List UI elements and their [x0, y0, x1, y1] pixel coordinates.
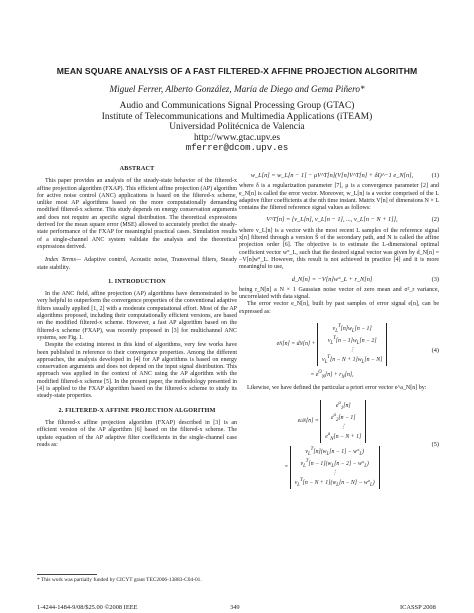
footnote-rule — [37, 574, 97, 575]
equation-1-body: w_L[n] = w_L[n − 1] − μV^T[n](V[n]V^T[n] + δI)^−1 e_N[n], — [250, 172, 414, 179]
left-column — [37, 158, 237, 449]
abstract-heading: ABSTRACT — [119, 166, 155, 172]
equation-4-number: (4) — [431, 347, 439, 355]
equation-2-body: V^T[n] = [v_L[n], v_L[n − 1], ..., v_L[n − N + 1]], — [266, 216, 398, 224]
abstract-text: This paper provides an analysis of the steady-state behavior of the filtered-x affine projection algorithm (FXAP). This efficient affine projection (AP) algorithm for active noise control (ANC) applications is based on the filtered-x scheme, unlike most AP algorithms based on the more computationally demanding modified filtered-x scheme. This study depends on energy conservation arguments and does not require an specific signal distribution. The theoretical expressions derived for the mean square error (MSE) allowed to accurately predict the steady-state performance of the FXAP for meaningful practical cases. Simulation results of a single-channel ANC system validate the analysis and the theoretical expressions derived. — [37, 178, 237, 250]
footer-conference: ICASSP 2008 — [400, 604, 436, 611]
right-paragraph-2: where v_L[n] is a vector with the most recent L samples of the reference signal x[n] filtered through a version Ŝ of the secondary path, and N is called the affine projection order [6]. The objective is to estimate the L-dimensional optimal coefficient vector w°_L, such that the desired signal vector was given by d_N[n] = −V[n]w°_L. However, this result is not achieved in practice [4] and it is more meaningful to use, — [239, 227, 439, 271]
index-terms-text: Adaptive control, Acoustic noise, Transversal filters, Steady state stability. — [37, 257, 237, 271]
index-terms-label: Index Terms— — [45, 257, 82, 264]
affiliation-university: Universidad Politécnica de Valencia — [169, 122, 305, 133]
affiliation-email: mferrer@dcom.upv.es — [185, 143, 289, 154]
equation-3-number: (3) — [431, 275, 439, 283]
footer-page-number: 349 — [230, 604, 240, 611]
section1-heading: 1. INTRODUCTION — [108, 278, 166, 285]
paper-title: MEAN SQUARE ANALYSIS OF A FAST FILTERED-X AFFINE PROJECTION ALGORITHM — [56, 66, 418, 76]
section2-paragraph-1: The filtered-x affine projection algorithm (FXAP) described in [3] is an efficient version of the AP algorithm [6] based on the filtered-x scheme. The update equation of the AP adaptive filter coefficients in the single-channel case reads as: — [37, 419, 237, 448]
affiliation-group: Audio and Communications Signal Processing Group (GTAC) — [119, 101, 355, 111]
affiliation-institute: Institute of Telecommunications and Multimedia Applications (iTEAM) — [101, 111, 373, 122]
equation-4-body: e N [n] = d N [n] + $v_L^T[n]w_L[n - 1]$ $v_L^T[n - 1]w_L[n - 2]$ ⋮ $v_L^T[n - N + 1]w_L[n - N]$ = $e^O_N[n] + r_N[n]$, — [239, 320, 425, 381]
affiliation-block — [0, 101, 474, 154]
right-paragraph-5: Likewise, we have defined the particular a priori error vector e^a_N[n] by: — [247, 385, 427, 392]
right-paragraph-1: where δ is a regularization parameter [7], μ is a convergence parameter [2] and e_N[n] is called the error vector. Moreover, w_L[n] is a vector comprised of the L adaptive filter coefficients at the nth time instant. Matrix V[n] of dimensions N × L contains the filtered reference signal values as follows: — [239, 183, 439, 212]
equation-5-body: e a N [n] = $e^a_1[n]$ $e^a_2[n - 1]$ ⋮ $e^a_N[n - N + 1]$ = $v_L^T[n](w_L[n - 1] - w^\circ_L)$ $v_L^T[n - 1](w_L[n - 2] - w^\circ_L)$ ⋮ $v_L^T[n - N + 1](w_L[n - N] - w^\circ_L)$ — [239, 397, 425, 492]
affiliation-url: http://www.gtac.upv.es — [193, 132, 280, 143]
index-terms — [37, 257, 237, 272]
equation-2-number: (2) — [431, 216, 439, 224]
equation-4 — [239, 320, 439, 381]
right-column — [239, 158, 439, 496]
equation-3-body: d_N[n] = −V[n]w°_L + r_N[n] — [291, 275, 373, 283]
equation-1 — [239, 172, 439, 179]
equation-1-number: (1) — [431, 172, 439, 179]
section2-heading: 2. FILTERED-X AFFINE PROJECTION ALGORITHM — [58, 407, 216, 414]
equation-3 — [239, 276, 439, 283]
footnote-text: * This work was partially funded by CICYT grant TEC2006-13883-C04-01. — [37, 577, 202, 583]
right-paragraph-4: The error vector e_N[n], built by past samples of error signal e[n], can be expressed as: — [239, 301, 439, 315]
author-list: Miguel Ferrer, Alberto González, María de Diego and Gema Piñero* — [109, 84, 365, 94]
equation-5-number: (5) — [431, 440, 439, 448]
section1-paragraph-2: Despite the existing interest in this kind of algorithms, very few works have been published in reference to their convergence properties. Among the different approaches, the analysis developed in [4] for AP algorithms is based on energy conservation arguments and does not depend on the input signal distribution. This approach was applied in the context of ANC using the AP algorithm with the modified filtered-x scheme [5]. In the present paper, the methodology presented in [4] is applied to the FXAP algorithm based on the filtered-x scheme to study its steady-state properties. — [37, 342, 237, 400]
footnote — [37, 574, 237, 583]
equation-5 — [239, 397, 439, 492]
equation-2 — [239, 216, 439, 223]
footer-copyright: 1-4244-1484-9/08/$25.00 ©2008 IEEE — [37, 604, 138, 611]
right-paragraph-3: being r_N[n] a N × 1 Gaussian noise vector of zero mean and σ²_r variance, uncorrelated with data signal. — [239, 286, 439, 301]
section1-paragraph-1: In the ANC field, affine projection (AP) algorithms have demonstrated to be very helpful to outperform the convergence properties of the conventional adaptive filters usually applied [1, 2] with a moderate computational effort. Most of the AP algorithms proposed, including their computationally efficient versions, are based on the modified filtered-x scheme. However, a fast AP algorithm based on the filtered-x scheme (FXAP), was recently proposed in [3] for multichannel ANC systems, see Fig. 1. — [37, 291, 237, 341]
